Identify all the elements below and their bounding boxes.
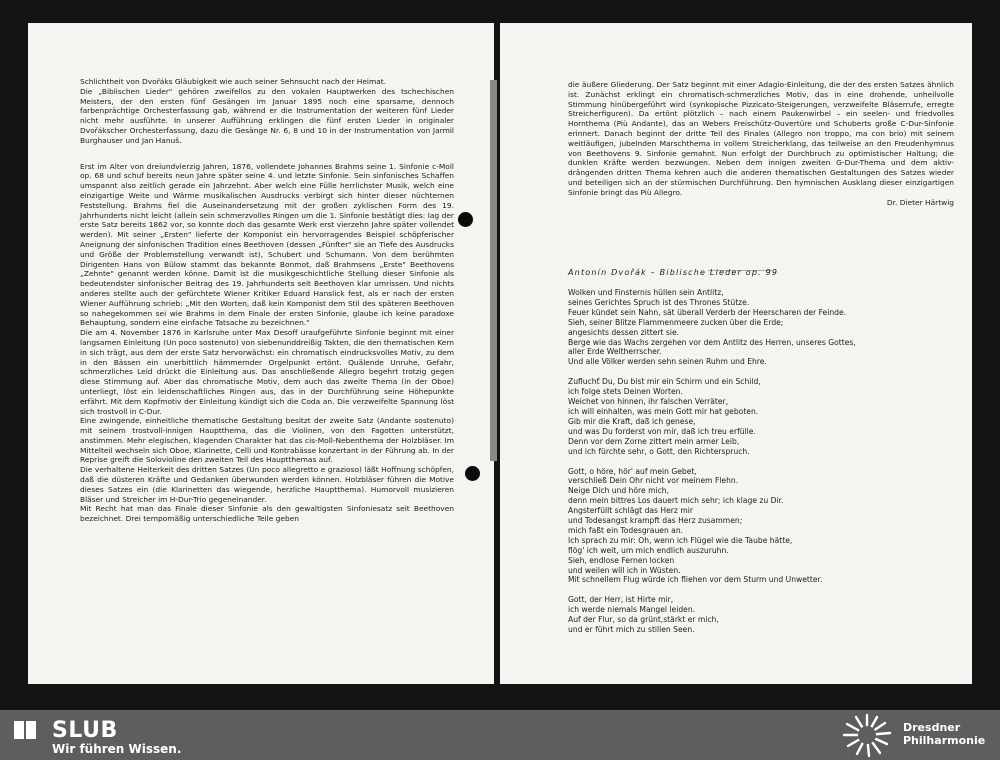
poem-stanza xyxy=(568,467,948,586)
book-logo-icon xyxy=(12,719,38,741)
poem-line: Wolken und Finsternis hüllen sein Antlitz, xyxy=(568,288,724,297)
partner-name xyxy=(903,721,985,747)
poem-line: seines Gerichtes Spruch ist des Thrones Stütze. xyxy=(568,297,750,307)
punch-hole xyxy=(458,212,473,227)
poem-line: Auf der Flur, so da grünt,stärkt er mich, xyxy=(568,615,719,625)
partner-name-line: Philharmonie xyxy=(903,734,986,747)
poem-line: Sieh, seiner Blitze Flammenmeere zucken über die Erde; xyxy=(568,317,784,327)
poem-line: ich werde niemals Mangel leiden. xyxy=(568,605,696,615)
left-text-column xyxy=(80,77,454,524)
paragraph: Mit Recht hat man das Finale dieser Sinfonie als den gewaltigsten Sinfoniesatz seit Beethoven bezeichnet. Drei tempomäßig unterschiedliche Teile geben xyxy=(80,504,454,524)
poem-title: Antonín Dvořák – Biblische Lieder op. 99 xyxy=(568,268,779,277)
poem-line: und Todesangst krampft das Herz zusammen; xyxy=(568,516,743,526)
brand-name: SLUB xyxy=(52,718,118,743)
left-page xyxy=(28,23,494,684)
poem-line: Und alle Völker werden sehn seinen Ruhm und Ehre. xyxy=(568,357,767,367)
poem-line: Angsterfüllt schlägt das Herz mir xyxy=(568,506,693,516)
poem-line: Ich sprach zu mir: Oh, wenn ich Flügel wie die Taube hätte, xyxy=(568,535,793,545)
partner-name-line: Dresdner xyxy=(903,721,961,734)
paragraph: Erst im Alter von dreiundvierzig Jahren, 1876, vollendete Johannes Brahms seine 1. Sinfonie c-Moll op. 68 und schuf bereits neun Jahre später seine 4. und letzte Sinfonie. Sein sinfonisches Schaffen umspannt also zeitlich gerade ein Jahrzehnt. Aber welch eine Fülle herrlichster Musik, welch eine einzigartige Weite und Wärme musikalischen Ausdrucks verbirgt sich hinter dieser nüchternen Feststellung. Brahms fiel die Auseinandersetzung mit der großen zyklischen Form des 19. Jahrhunderts nicht leicht (allein sein schmerzvolles Ringen um die 1. Sinfonie bestätigt dies: lag der erste Satz bereits 1862 vor, so konnte doch das gesamte Werk erst vierzehn Jahre später vollendet werden). Mit seiner „Ersten" lieferte der Komponist ein hervorragendes Beispiel schöpferischer Aneignung der sinfonischen Tradition eines Beethoven (dessen „Fünfter" sie an Tiefe des Ausdrucks und Größe der Problemstellung verwandt ist), Schubert und Schumann. Von dem berühmten Dirigenten Hans von Bülow stammt das bekannte Bonmot, daß Brahmsens „Erste" Beethovens „Zehnte" genannt werden könne. Damit ist die musikgeschichtliche Stellung dieser Sinfonie als bedeutendster sinfonischer Beitrag des 19. Jahrhunderts seit Beethoven klar umrissen. Und nichts anderes stellte auch der gefürchtete Wiener Kritiker Eduard Hanslick fest, als er nach der ersten Wiener Aufführung schrieb: „Mit den Worten, daß kein Komponist dem Stil des späteren Beethoven so nahegekommen sei wie Brahms in dem Finale der ersten Sinfonie, glaube ich keine paradoxe Behauptung, sondern eine einfache Tatsache zu bezeichnen." xyxy=(80,161,454,328)
poem-line: mich faßt ein Todesgrauen an. xyxy=(568,525,684,535)
poem-line: aller Erde Weltherrscher. xyxy=(568,347,662,357)
poem-line: und weilen will ich in Wüsten. xyxy=(568,565,681,575)
right-page xyxy=(500,23,972,684)
brand-tagline: Wir führen Wissen. xyxy=(52,742,182,756)
poem-text xyxy=(568,288,948,645)
poem-line: Gib mir die Kraft, daß ich genese, xyxy=(568,416,696,426)
poem-line: Berge wie das Wachs zergehen vor dem Antlitz des Herren, unseres Gottes, xyxy=(568,337,856,347)
right-text-column xyxy=(568,80,954,207)
poem-line: Neige Dich und höre mich, xyxy=(568,486,669,496)
poem-line: und was Du forderst von mir, daß ich treu erfülle. xyxy=(568,426,756,436)
binding-strip xyxy=(490,80,497,461)
poem-line: Gott, der Herr, ist Hirte mir, xyxy=(568,595,674,605)
poem-line: verschließ Dein Ohr nicht vor meinem Flehn. xyxy=(568,476,739,486)
footer-bar xyxy=(0,710,1000,760)
poem-line: flög' ich weit, um mich endlich auszuruhn. xyxy=(568,545,729,555)
poem-line: und er führt mich zu stillen Seen. xyxy=(568,625,695,635)
poem-line: Sieh, endlose Fernen locken xyxy=(568,555,675,565)
poem-line: Feuer kündet sein Nahn, sät überall Verderb der Heerscharen der Feinde. xyxy=(568,307,847,317)
poem-line: ich will einhalten, was mein Gott mir hat geboten. xyxy=(568,406,759,416)
poem-stanza xyxy=(568,595,948,635)
poem-line: Zufluchť Du, Du bist mir ein Schirm und ein Schild, xyxy=(568,377,761,387)
paragraph: Die am 4. November 1876 in Karlsruhe unter Max Desoff uraufgeführte Sinfonie beginnt mit einer langsamen Einleitung (Un poco sostenuto) von siebenunddreißig Takten, die den thematischen Kern in sich trägt, aus dem der erste Satz hervorwächst: ein chromatisch eindrucksvolles Motiv, zu dem in den Bässen ein unerbittlich hämmernder Orgelpunkt ertönt. Quälende Unruhe, Gefahr, schmerzliches Leid drückt die Einleitung aus. Das anschließende Allegro begehrt trotzig gegen diese Stimmung auf. Aber das chromatische Motiv, dem auch das zweite Thema (in der Oboe) unterliegt, löst ein leidenschaftliches Ringen aus, das in der Durchführung seine Höhepunkte erfährt. Mit dem Kopfmotiv der Einleitung kündigt sich die Coda an. Die verzweifelte Spannung löst sich trostvoll in C-Dur. xyxy=(80,328,454,416)
punch-hole xyxy=(465,466,480,481)
poem-line: Mit schnellem Flug würde ich fliehen vor dem Sturm und Unwetter. xyxy=(568,575,823,585)
paragraph: Eine zwingende, einheitliche thematische Gestaltung besitzt der zweite Satz (Andante sostenuto) mit seinem trostvoll-innigen Hauptthema, das die Violinen, von den Fagotten unterstützt, anstimmen. Mehr elegischen, klagenden Charakter hat das cis-Moll-Nebenthema der Holzbläser. Im Mittelteil wechseln sich Oboe, Klarinette, Celli und Kontrabässe konzertant in der Führung ab. In der Reprise greift die Solovioline den zweiten Teil des Hauptthemas auf. xyxy=(80,416,454,465)
poem-line: Denn vor dem Zorne zittert mein armer Leib, xyxy=(568,436,740,446)
paragraph: Die „Biblischen Lieder" gehören zweifellos zu den vokalen Hauptwerken des tschechischen Meisters, der den ersten fünf Gesängen im Januar 1895 noch eine sparsame, dennoch farbenprächtige Orchesterfassung gab, während er die Instrumentation der weiteren fünf Lieder nicht mehr ausführte. In unserer Aufführung erklingen die fünf ersten Lieder in originaler Dvořákscher Orchesterfassung, dazu die Gesänge Nr. 6, 8 und 10 in der Instrumentation von Jarmil Burghauser und Jan Hanuš. xyxy=(80,86,454,145)
paragraph: Schlichtheit von Dvořáks Gläubigkeit wie auch seiner Sehnsucht nach der Heimat. xyxy=(80,77,387,86)
poem-line: denn mein bittres Los dauert mich sehr; ich klage zu Dir. xyxy=(568,496,784,506)
poem-stanza xyxy=(568,288,948,367)
author-signature: Dr. Dieter Härtwig xyxy=(886,197,954,207)
paragraph: die äußere Gliederung. Der Satz beginnt mit einer Adagio-Einleitung, die der des ersten Satzes ähnlich ist. Zunächst erklingt ein chromatisch-schmerzliches Motiv, das in eine drohende, unheilvolle Stimmung hinübergeführt wird (synkopische Pizzicato-Steigerungen, verzweifelte Bläserrufe, erregte Streicherfiguren). Da ertönt plötzlich – nach einem Paukenwirbel – ein seelen- und friedvolles Hornthema (Più Andante), das an Webers Freischütz-Ouvertüre und Schuberts große C-Dur-Sinfonie erinnert. Danach beginnt der dritte Teil des Finales (Allegro non troppo, ma con brio) mit seinem weitläufigen, jubelnden Marschthema in vollem Streicherklang, das teilweise an den Freudenhymnus von Beethovens 9. Sinfonie gemahnt. Nun erfolgt der Durchbruch zu optimistischer Haltung; die dunklen Kräfte werden bezwungen. Neben dem innigen zweiten G-Dur-Thema und dem aktiv-drängenden dritten Thema kehren auch die anderen thematischen Gestaltungen des Satzes wieder und beteiligen sich an der stürmischen Durchführung. Den hymnischen Ausklang dieser einzigartigen Sinfonie bringt das Più Allegro. xyxy=(568,80,954,197)
sunburst-logo-icon xyxy=(838,712,896,758)
poem-line: angesichts dessen zittert sie. xyxy=(568,327,680,337)
poem-line: ich folge stets Deinen Worten. xyxy=(568,387,683,397)
paragraph: Die verhaltene Heiterkeit des dritten Satzes (Un poco allegretto e grazioso) läßt Hoffnung schöpfen, daß die düsteren Kräfte und Gedanken überwunden werden können. Holzbläser führen die Motive dieses Satzes ein (die Klarinetten das wiegende, herzliche Hauptthema). Humorvoll musizieren Bläser und Streicher im H-Dur-Trio gegeneinander. xyxy=(80,465,454,504)
poem-line: Gott, o höre, hör' auf mein Gebet, xyxy=(568,466,697,476)
poem-stanza xyxy=(568,377,948,456)
poem-line: und ich fürchte sehr, o Gott, den Richterspruch. xyxy=(568,446,750,456)
poem-line: Weichet von hinnen, ihr falschen Verräter, xyxy=(568,397,729,407)
